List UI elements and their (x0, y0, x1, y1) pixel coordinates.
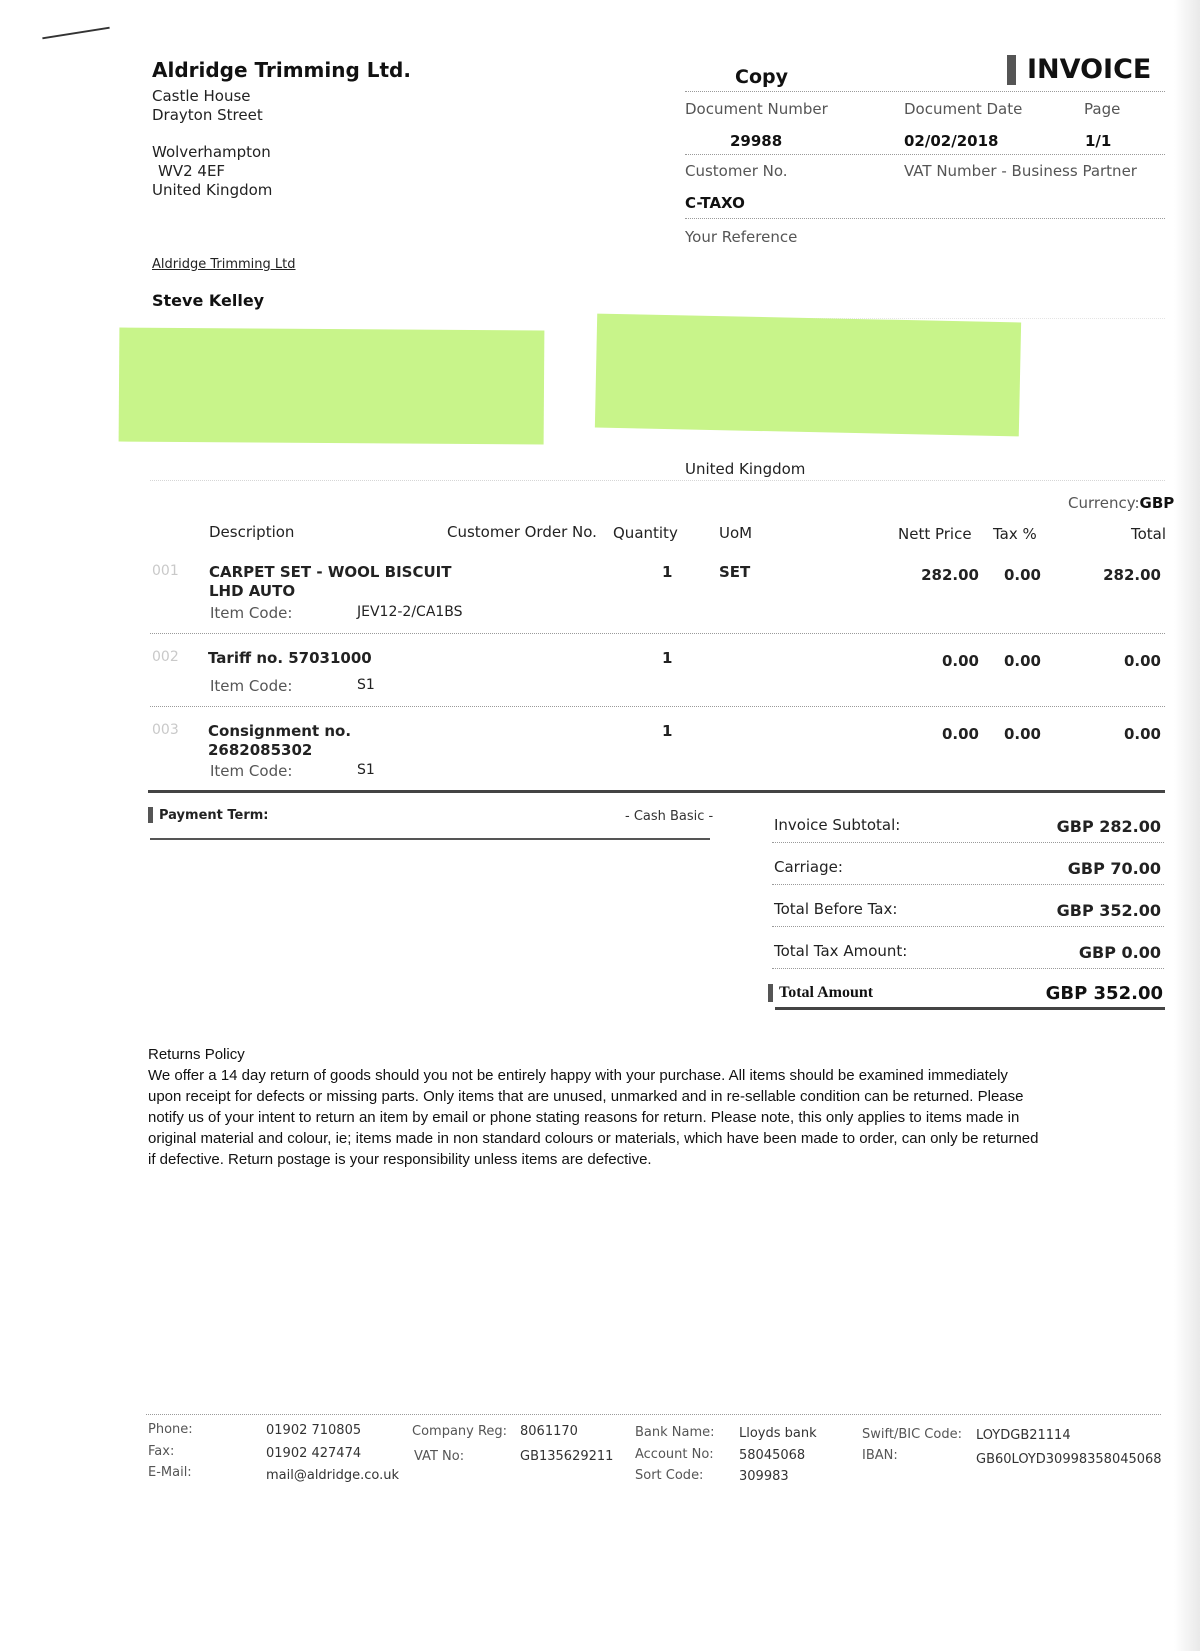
vat-no-value: GB135629211 (520, 1449, 614, 1464)
address-line: WV2 4EF (158, 162, 226, 180)
header-divider (685, 154, 1165, 155)
returns-line: if defective. Return postage is your responsibility unless items are defective. (148, 1151, 652, 1168)
swift-label: Swift/BIC Code: (862, 1427, 962, 1442)
customer-no: C-TAXO (685, 194, 745, 212)
company-reg-label: Company Reg: (412, 1424, 508, 1439)
totals-label: Total Before Tax: (774, 900, 898, 918)
col-customer-order: Customer Order No. (447, 523, 597, 541)
iban-label: IBAN: (862, 1448, 898, 1463)
item-description: CARPET SET - WOOL BISCUIT (209, 563, 452, 581)
bank-name-label: Bank Name: (635, 1425, 715, 1440)
footer (146, 1420, 1161, 1500)
account-no-label: Account No: (635, 1447, 714, 1462)
email-value[interactable]: mail@aldridge.co.uk (266, 1468, 400, 1483)
table-row (150, 717, 1165, 785)
page-number: 1/1 (1085, 132, 1112, 150)
doc-number: 29988 (730, 132, 783, 150)
redacted-address-right (595, 314, 1021, 437)
col-quantity: Quantity (613, 524, 678, 542)
item-code-label: Item Code: (210, 762, 293, 780)
redacted-address-left (119, 328, 545, 445)
line-number: 001 (152, 563, 179, 579)
scan-edge-shadow (1174, 0, 1200, 1651)
line-number: 003 (152, 722, 179, 738)
item-nett-price: 0.00 (941, 652, 979, 670)
address-line: Drayton Street (152, 106, 263, 124)
doc-type-title: INVOICE (1027, 54, 1152, 85)
pen-mark (42, 27, 109, 40)
row-divider (150, 706, 1165, 707)
sort-code-label: Sort Code: (635, 1468, 704, 1483)
item-description: LHD AUTO (209, 582, 296, 600)
total-amount-label: Total Amount (779, 984, 874, 1001)
your-reference-label: Your Reference (685, 228, 798, 246)
address-divider (150, 480, 1165, 481)
item-nett-price: 0.00 (941, 725, 979, 743)
footer-divider (146, 1414, 1161, 1415)
payment-marker-bar (148, 807, 153, 823)
recipient-company: Aldridge Trimming Ltd (152, 257, 296, 272)
totals-value: GBP 282.00 (1056, 817, 1161, 836)
item-tax: 0.00 (1003, 652, 1041, 670)
item-tax: 0.00 (1003, 725, 1041, 743)
doc-date-label: Document Date (904, 100, 1023, 118)
address-line: Castle House (152, 87, 251, 105)
returns-title: Returns Policy (148, 1046, 245, 1063)
item-code-label: Item Code: (210, 604, 293, 622)
swift-value: LOYDGB21114 (976, 1428, 1071, 1443)
item-total: 0.00 (1123, 725, 1161, 743)
item-code: S1 (357, 677, 375, 693)
totals-value: GBP 352.00 (1056, 901, 1161, 920)
item-uom: SET (719, 563, 751, 581)
col-tax: Tax % (993, 525, 1037, 543)
item-code-label: Item Code: (210, 677, 293, 695)
item-description: 2682085302 (208, 741, 313, 759)
sort-code-value: 309983 (739, 1469, 789, 1484)
invoice-marker-bar (1007, 55, 1016, 85)
totals-value: GBP 70.00 (1067, 859, 1161, 878)
payment-term-label: Payment Term: (159, 808, 269, 823)
item-nett-price: 282.00 (921, 566, 979, 584)
item-code: JEV12-2/CA1BS (357, 604, 463, 620)
phone-label: Phone: (148, 1422, 193, 1437)
totals-label: Carriage: (774, 858, 843, 876)
currency (1068, 494, 1174, 512)
payment-term-value: - Cash Basic - (625, 809, 714, 824)
returns-policy (148, 1044, 1123, 1170)
totals-block (772, 814, 1164, 982)
item-quantity: 1 (662, 563, 673, 581)
currency-label: Currency: (1068, 494, 1140, 512)
iban-value: GB60LOYD30998358045068 (976, 1452, 1162, 1467)
item-quantity: 1 (662, 649, 673, 667)
customer-no-label: Customer No. (685, 162, 788, 180)
bank-name-value: Lloyds bank (739, 1426, 817, 1441)
col-nett-price: Nett Price (898, 525, 972, 543)
returns-line: We offer a 14 day return of goods should you not be entirely happy with your purchase. All items should be examined immediately (148, 1067, 1008, 1084)
phone-value: 01902 710805 (266, 1423, 362, 1438)
email-label: E-Mail: (148, 1465, 192, 1480)
item-quantity: 1 (662, 722, 673, 740)
line-number: 002 (152, 649, 179, 665)
totals-row (772, 898, 1164, 940)
company-reg-value: 8061170 (520, 1424, 578, 1439)
row-divider (150, 633, 1165, 634)
totals-label: Invoice Subtotal: (774, 816, 901, 834)
table-row (150, 644, 1165, 704)
delivery-country: United Kingdom (685, 460, 806, 478)
totals-value: GBP 0.00 (1078, 943, 1161, 962)
total-marker-bar (768, 984, 773, 1002)
total-amount-rule (775, 1007, 1165, 1010)
vat-no-label: VAT No: (414, 1449, 465, 1464)
page-label: Page (1084, 100, 1121, 118)
recipient-contact: Steve Kelley (152, 291, 265, 310)
item-total: 282.00 (1103, 566, 1161, 584)
account-no-value: 58045068 (739, 1448, 806, 1463)
currency-code: GBP (1139, 494, 1175, 512)
totals-label: Total Tax Amount: (774, 942, 908, 960)
payment-term-rule (150, 838, 710, 840)
fax-label: Fax: (148, 1444, 175, 1459)
table-bottom-rule (148, 790, 1165, 793)
item-code: S1 (357, 762, 375, 778)
address-line: United Kingdom (152, 181, 273, 199)
header-divider (685, 218, 1165, 219)
totals-row (772, 814, 1164, 856)
doc-number-label: Document Number (685, 100, 828, 118)
header-divider (685, 91, 1165, 92)
copy-label: Copy (735, 66, 788, 88)
vat-label: VAT Number - Business Partner (904, 162, 1137, 180)
item-description: Consignment no. (208, 722, 352, 740)
fax-value: 01902 427474 (266, 1446, 362, 1461)
totals-row (772, 940, 1164, 982)
col-total: Total (1131, 525, 1167, 543)
item-description: Tariff no. 57031000 (208, 649, 372, 667)
company-name: Aldridge Trimming Ltd. (152, 58, 411, 82)
address-line: Wolverhampton (152, 143, 271, 161)
col-description: Description (209, 523, 295, 541)
table-header (150, 516, 1165, 552)
col-uom: UoM (719, 524, 753, 542)
returns-line: original material and colour, ie; items made in non standard colours or materials, which have been made to order, can only be returned (148, 1130, 1039, 1147)
company-address (152, 87, 272, 200)
doc-date: 02/02/2018 (904, 132, 999, 150)
item-total: 0.00 (1123, 652, 1161, 670)
table-row (150, 558, 1165, 638)
item-tax: 0.00 (1003, 566, 1041, 584)
total-amount-value: GBP 352.00 (1045, 983, 1163, 1004)
returns-line: upon receipt for defects or missing parts. Only items that are unused, unmarked and in re-sellable condition can be returned. Please (148, 1088, 1024, 1105)
totals-row (772, 856, 1164, 898)
returns-line: notify us of your intent to return an item by email or phone stating reasons for return. Please note, this only applies to items made in (148, 1109, 1020, 1126)
